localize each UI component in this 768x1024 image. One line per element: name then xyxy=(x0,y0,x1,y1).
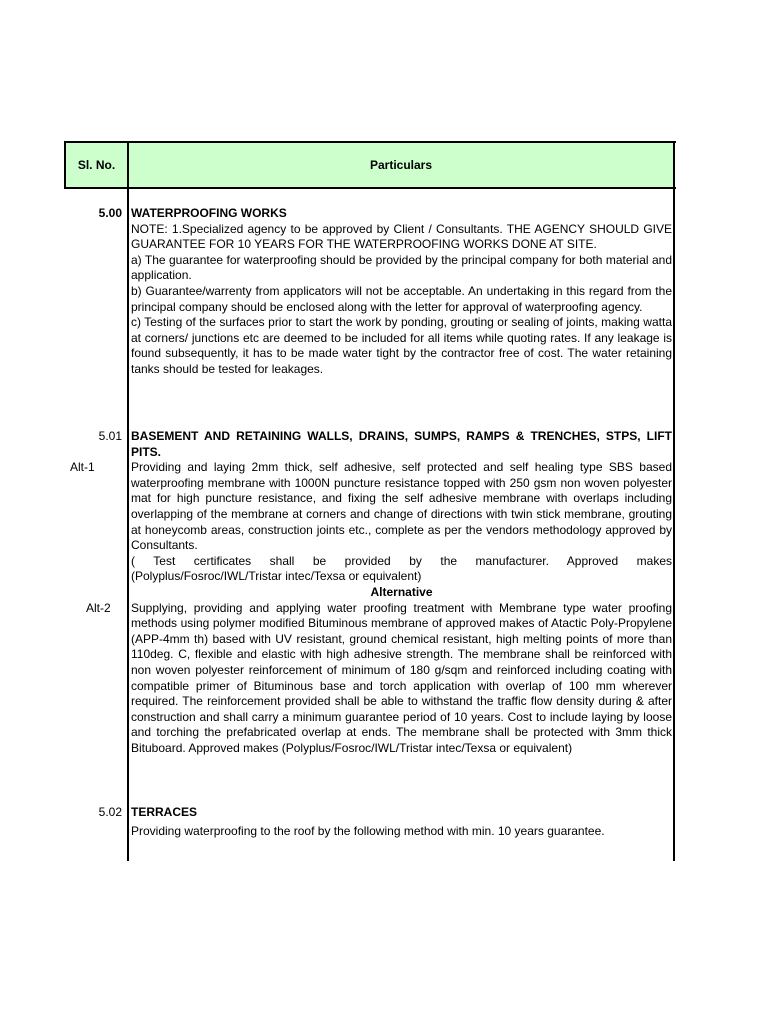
section-waterproofing-works xyxy=(131,206,672,378)
table-border-right xyxy=(673,141,675,861)
section-title: TERRACES xyxy=(131,805,198,819)
note-item-b: b) Guarantee/warrenty from applicators will not be acceptable. An undertaking in this regard from the principal company should be enclosed along with the letter for approval of waterproofing agency. xyxy=(131,283,672,314)
alt-2-description: Supplying, providing and applying water proofing treatment with Membrane type water proofing methods using polymer modified Bituminous membrane of approved makes of Atactic Poly-Propylene (APP-4mm th) based with UV resistant, ground chemical resistant, high melting points of more than 110deg. C, flexible and elastic with high adhesive strength. The membrane shall be reinforced with non woven polyester reinforcement of minimum of 180 g/sqm and reinforced including coating with compatible primer of Bituminous base and torch application with overlap of 100 mm wherever required. The reinforcement provided shall be able to withstand the traffic flow density during & after construction and shall carry a minimum guarantee period of 10 years. Cost to include laying by loose and torching the prefabricated overlap at ends. The membrane shall be protected with 3mm thick Bituboard. Approved makes (Polyplus/Fosroc/IWL/Tristar intec/Texsa or equivalent) xyxy=(131,600,672,755)
note-item-c: c) Testing of the surfaces prior to start the work by ponding, grouting or sealing of joints, making watta at corners/ junctions etc are deemed to be included for all items while quoting rates. If any leakage is found subsequently, it has to be made water tight by the contractor free of cost. The water retaining tanks should be tested for leakages. xyxy=(131,315,672,376)
section-number: 5.02 xyxy=(98,805,122,819)
section-terraces xyxy=(131,805,672,839)
table-column-divider xyxy=(127,141,129,861)
note-paragraph: NOTE: 1.Specialized agency to be approved by Client / Consultants. THE AGENCY SHOULD GIVE GUARANTEE FOR 10 YEARS FOR THE WATERPROOFING WORKS DONE AT SITE. xyxy=(131,221,672,252)
alt-2-label: Alt-2 xyxy=(86,601,111,615)
alt-1-description: Providing and laying 2mm thick, self adhesive, self protected and self healing type SBS based waterproofing membrane with 1000N puncture resistance topped with 250 gsm non woven polyester mat for high puncture resistance, and fixing the self adhesive membrane with overlaps including overlapping of the membrane at corners and change of directions with twin stick membrane, grouting at honeycomb areas, construction joints etc., complete as per the vendors methodology approved by Consultants. xyxy=(131,460,672,553)
note-item-a: a) The guarantee for waterproofing should be provided by the principal company for both material and application. xyxy=(131,252,672,283)
section-number: 5.00 xyxy=(98,206,122,220)
header-sl-no: Sl. No. xyxy=(77,157,116,172)
terraces-description: Providing waterproofing to the roof by the following method with min. 10 years guarantee. xyxy=(131,823,605,838)
header-particulars: Particulars xyxy=(369,157,433,172)
section-number: 5.01 xyxy=(98,429,122,443)
alt-1-note: ( Test certificates shall be provided by the manufacturer. Approved makes (Polyplus/Fosroc/IWL/Tristar intec/Texsa or equivalent) xyxy=(131,553,672,584)
section-title: WATERPROOFING WORKS xyxy=(131,206,287,220)
alternative-label: Alternative xyxy=(370,584,433,599)
section-title: BASEMENT AND RETAINING WALLS, DRAINS, SUMPS, RAMPS & TRENCHES, STPS, LIFT PITS. xyxy=(131,429,672,459)
alt-1-label: Alt-1 xyxy=(70,460,95,474)
section-basement-walls xyxy=(131,429,672,756)
